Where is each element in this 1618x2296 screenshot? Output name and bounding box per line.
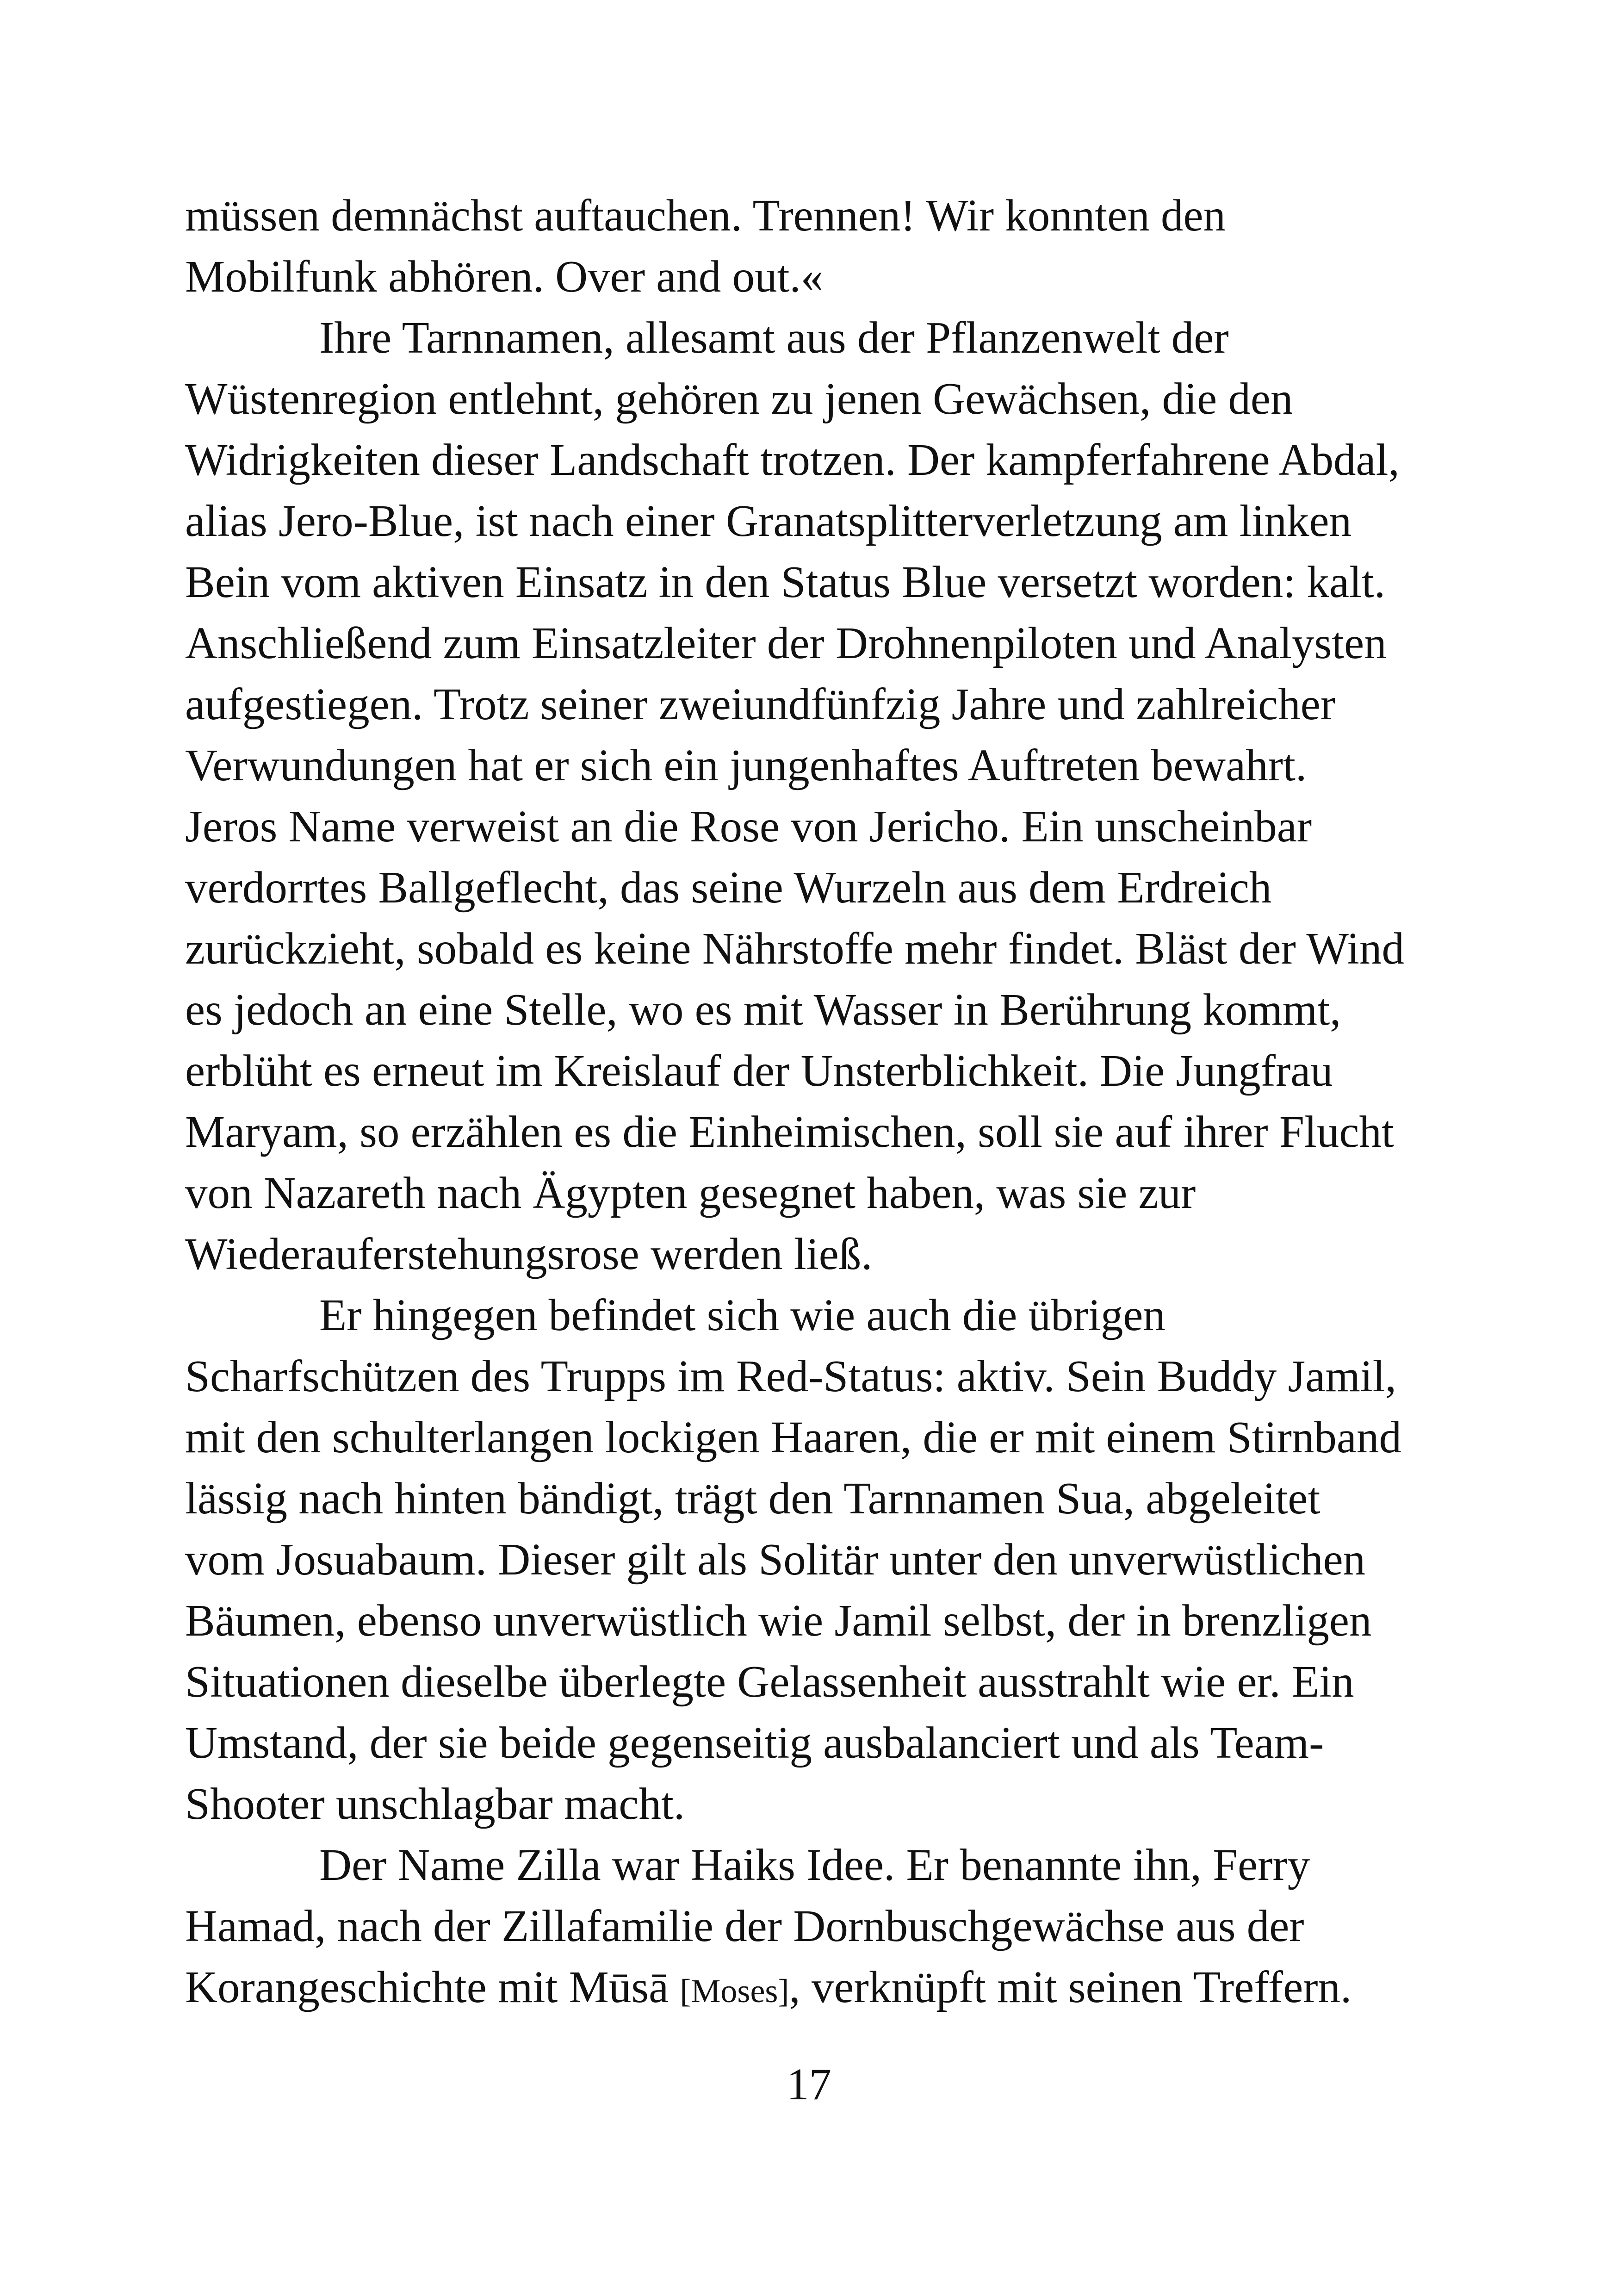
- text-line: Umstand, der sie beide gegenseitig ausbalanciert und als Team-: [185, 1718, 1324, 1767]
- bracket-annotation: [Moses]: [680, 1972, 789, 2010]
- text-line: Hamad, nach der Zillafamilie der Dornbuschgewächse aus der: [185, 1901, 1304, 1951]
- text-line: aufgestiegen. Trotz seiner zweiundfünfzig Jahre und zahlreicher: [185, 679, 1336, 729]
- text-line: Wiederauferstehungsrose werden ließ.: [185, 1229, 873, 1279]
- paragraph: [185, 307, 1444, 1285]
- text-segment: , verknüpft mit seinen Treffern.: [789, 1962, 1352, 2012]
- body-text: [185, 185, 1444, 2018]
- text-line: Maryam, so erzählen es die Einheimischen, soll sie auf ihrer Flucht: [185, 1107, 1394, 1157]
- page-number: 17: [787, 2060, 831, 2109]
- text-line: müssen demnächst auftauchen. Trennen! Wir konnten den: [185, 191, 1226, 240]
- text-line: verdorrtes Ballgeflecht, das seine Wurzeln aus dem Erdreich: [185, 863, 1272, 912]
- text-line: alias Jero-Blue, ist nach einer Granatsplitterverletzung am linken: [185, 496, 1352, 546]
- paragraph: [185, 1285, 1444, 1835]
- text-segment: Korangeschichte mit Mūsā: [185, 1962, 680, 2012]
- text-line: Ihre Tarnnamen, allesamt aus der Pflanzenwelt der: [319, 313, 1229, 362]
- text-line: Widrigkeiten dieser Landschaft trotzen. Der kampferfahrene Abdal,: [185, 435, 1400, 485]
- text-line: Situationen dieselbe überlegte Gelassenheit ausstrahlt wie er. Ein: [185, 1657, 1354, 1706]
- text-line: Wüstenregion entlehnt, gehören zu jenen Gewächsen, die den: [185, 374, 1293, 423]
- text-line: Mobilfunk abhören. Over and out.«: [185, 252, 824, 301]
- text-line: Anschließend zum Einsatzleiter der Drohnenpiloten und Analysten: [185, 618, 1387, 668]
- text-line: Jeros Name verweist an die Rose von Jericho. Ein unscheinbar: [185, 802, 1312, 851]
- text-line: erblüht es erneut im Kreislauf der Unsterblichkeit. Die Jungfrau: [185, 1046, 1333, 1095]
- text-line: Bäumen, ebenso unverwüstlich wie Jamil selbst, der in brenzligen: [185, 1596, 1372, 1645]
- text-line: Der Name Zilla war Haiks Idee. Er benannte ihn, Ferry: [319, 1840, 1310, 1890]
- text-line: [185, 1957, 1444, 2018]
- text-line: vom Josuabaum. Dieser gilt als Solitär unter den unverwüstlichen: [185, 1535, 1366, 1584]
- text-line: Er hingegen befindet sich wie auch die übrigen: [319, 1290, 1165, 1340]
- text-line: Bein vom aktiven Einsatz in den Status Blue versetzt worden: kalt.: [185, 557, 1386, 607]
- text-line: es jedoch an eine Stelle, wo es mit Wasser in Berührung kommt,: [185, 985, 1341, 1034]
- text-line: Scharfschützen des Trupps im Red-Status: aktiv. Sein Buddy Jamil,: [185, 1351, 1396, 1401]
- text-line: zurückzieht, sobald es keine Nährstoffe mehr findet. Bläst der Wind: [185, 924, 1404, 973]
- text-line: Verwundungen hat er sich ein jungenhaftes Auftreten bewahrt.: [185, 740, 1307, 790]
- paragraph: [185, 185, 1444, 307]
- text-line: mit den schulterlangen lockigen Haaren, die er mit einem Stirnband: [185, 1412, 1401, 1462]
- text-line: lässig nach hinten bändigt, trägt den Tarnnamen Sua, abgeleitet: [185, 1474, 1320, 1523]
- text-line: von Nazareth nach Ägypten gesegnet haben, was sie zur: [185, 1168, 1196, 1218]
- paragraph: [185, 1835, 1444, 2018]
- text-line: Shooter unschlagbar macht.: [185, 1779, 685, 1829]
